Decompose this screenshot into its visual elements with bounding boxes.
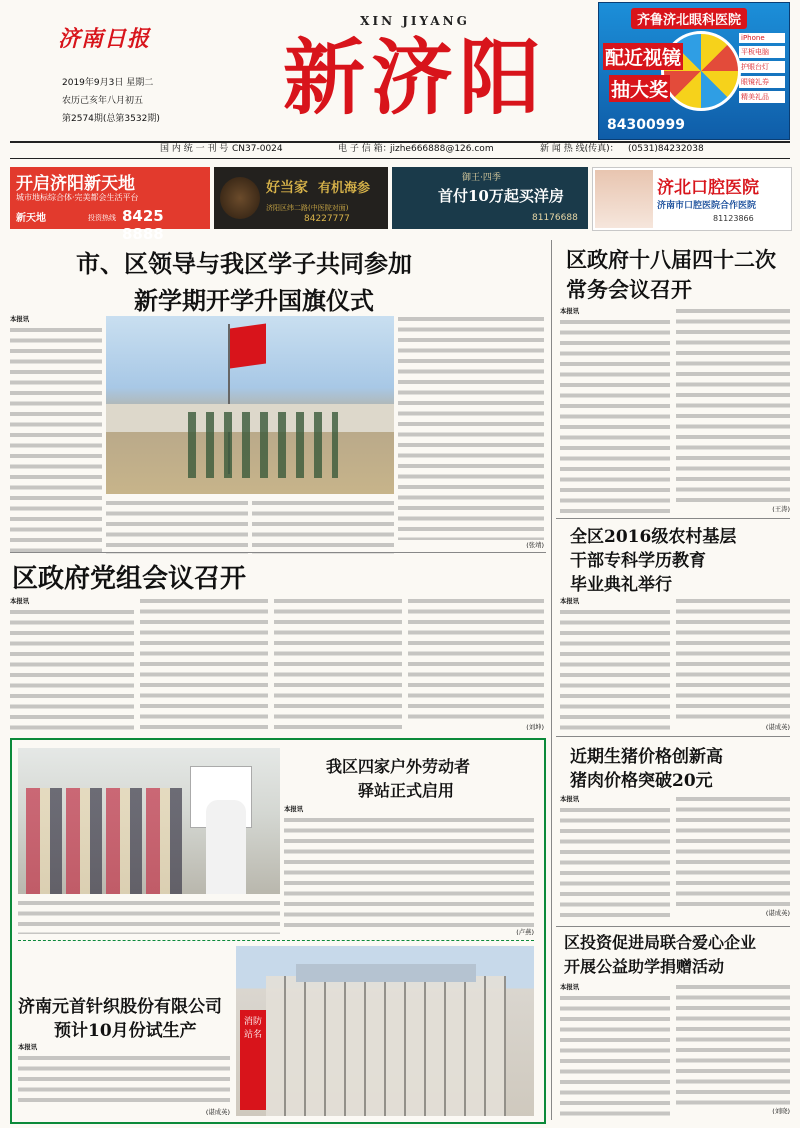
article-5-headline-1[interactable]: 我区四家户外劳动者 (326, 757, 471, 776)
article-5-photo-man (206, 800, 246, 894)
article-3-text-col-1 (10, 596, 134, 734)
article-7-photo (236, 946, 534, 1116)
ad-dental-phone: 81123866 (713, 214, 754, 223)
column-rule (551, 240, 552, 1120)
article-1-byline: 本报讯 (10, 315, 30, 323)
ad-eye-phone: 84300999 (607, 117, 685, 133)
email-value: jizhe666888@126.com (390, 144, 494, 154)
article-2-headline-1[interactable]: 区政府十八届四十二次 (566, 247, 776, 272)
ad-prize-item: 精美礼品 (739, 91, 785, 103)
article-1-headline-2[interactable]: 新学期开学升国旗仪式 (134, 286, 374, 315)
ad-seacucumber[interactable] (214, 167, 388, 229)
article-8-text-col-1 (560, 982, 670, 1118)
cn-value: CN37-0024 (232, 144, 283, 154)
article-7-photo-building (266, 976, 506, 1116)
article-3-text-col-2 (140, 596, 268, 734)
article-1-photo-flag (230, 323, 266, 368)
ad-seacucumber-image (220, 177, 260, 219)
ad-villa-tag: 御王·四季 (462, 173, 501, 183)
date-line: 2019年9月3日 星期二 (62, 78, 154, 88)
article-4-text-col-2 (676, 596, 790, 734)
lunar-line: 农历己亥年八月初五 (62, 96, 144, 106)
article-5-photo (18, 748, 280, 894)
article-3-text-col-3 (274, 596, 402, 734)
masthead-title (235, 14, 595, 132)
divider (10, 552, 546, 553)
article-5-photo-people (26, 788, 186, 894)
article-4-headline-3[interactable]: 毕业典礼举行 (570, 575, 672, 595)
article-1-text-col-1 (10, 314, 102, 554)
ad-prize-item: 眼镜礼券 (739, 76, 785, 88)
article-4-headline-2[interactable]: 干部专科学历教育 (570, 551, 706, 571)
article-6-author: (谌成英) (765, 909, 790, 917)
article-2-author: (王涛) (772, 505, 790, 513)
ad-eye-hospital-name: 齐鲁济北眼科医院 (631, 8, 747, 29)
issue-line: 第2574期(总第3532期) (62, 114, 160, 124)
ad-seacucumber-phone: 84227777 (304, 214, 350, 224)
article-3-headline[interactable]: 区政府党组会议召开 (12, 564, 247, 594)
article-6-headline-1[interactable]: 近期生猪价格创新高 (570, 747, 723, 767)
ad-xintiandi[interactable] (10, 167, 210, 243)
article-2-text-col-2 (676, 306, 790, 516)
article-6-headline-2[interactable]: 猪肉价格突破20元 (570, 771, 713, 791)
article-2-byline: 本报讯 (560, 307, 580, 315)
brand-logo: 济南日报 (58, 26, 151, 52)
article-6-text-col-1 (560, 794, 670, 920)
article-1-photo (106, 316, 394, 494)
article-7-text (18, 1042, 230, 1116)
article-8-byline: 本报讯 (560, 983, 580, 991)
ad-villa-phone: 81176688 (532, 213, 578, 223)
article-7-photo-sign-text: 消防站名 (244, 1017, 263, 1040)
ad-xintiandi-headline: 开启济阳新天地 (16, 174, 135, 194)
divider-dashed (18, 940, 534, 941)
ad-xintiandi-sub: 城市地标综合体·完美都会生活平台 (16, 193, 139, 202)
article-5-headline-2[interactable]: 驿站正式启用 (358, 781, 455, 800)
cn-label: 国 内 统 一 刊 号 (160, 144, 229, 154)
article-7-headline-1[interactable]: 济南元首针织股份有限公司 (18, 997, 222, 1017)
email-label: 电 子 信 箱： (338, 144, 392, 154)
ad-seacucumber-address: 济阳区纬二路(中医院对面) (266, 204, 349, 212)
article-4-byline: 本报讯 (560, 597, 580, 605)
ad-eye-hospital[interactable] (598, 2, 790, 140)
article-7-photo-roof (296, 964, 476, 982)
article-8-headline-1[interactable]: 区投资促进局联合爱心企业 (564, 933, 757, 952)
article-5-byline: 本报讯 (284, 805, 304, 813)
ad-prize-item: iPhone (739, 33, 785, 43)
hotline-label: 新 闻 热 线(传真)： (540, 144, 619, 154)
ad-dental-sub: 济南市口腔医院合作医院 (657, 201, 757, 211)
ad-prize-list (739, 33, 785, 106)
article-3-byline: 本报讯 (10, 597, 30, 605)
article-5-text (284, 804, 534, 936)
divider (556, 926, 790, 927)
ad-xintiandi-logo: 新天地 (16, 213, 46, 224)
article-6-text-col-2 (676, 794, 790, 920)
article-8-author: (刘晓) (772, 1107, 790, 1115)
ad-xintiandi-phone: 8425 8888 (122, 207, 164, 243)
article-1-photo-guards (188, 412, 338, 478)
ad-dental-image (595, 170, 653, 228)
ad-villa-text: 首付10万起买洋房 (438, 187, 564, 205)
article-1-text-col-2 (106, 498, 248, 554)
article-5-author: (卢燕) (516, 927, 534, 936)
divider (556, 518, 790, 519)
article-5-text-2 (18, 898, 280, 934)
article-4-text-col-1 (560, 596, 670, 734)
ad-prize-item: 平板电脑 (739, 46, 785, 58)
masthead-name: 新济阳 (282, 30, 547, 126)
article-3-author: (刘坤) (526, 723, 544, 731)
ad-dental-name: 济北口腔医院 (657, 178, 759, 198)
ad-xintiandi-hotline-label: 投资热线 (88, 214, 116, 222)
hotline-value: (0531)84232038 (628, 144, 704, 154)
ad-seacucumber-brand: 好当家 (266, 180, 308, 196)
divider (556, 736, 790, 737)
article-2-headline-2[interactable]: 常务会议召开 (566, 277, 692, 302)
masthead-pinyin: XIN JIYANG (360, 14, 470, 28)
masthead-rule-bottom (10, 158, 790, 159)
article-8-text-col-2 (676, 982, 790, 1118)
article-4-author: (谌成英) (765, 723, 790, 731)
ad-dental[interactable] (592, 167, 792, 231)
article-3-text-col-4 (408, 596, 544, 734)
article-1-headline-1[interactable]: 市、区领导与我区学子共同参加 (76, 249, 412, 278)
article-7-byline: 本报讯 (18, 1043, 38, 1051)
article-8-headline-2[interactable]: 开展公益助学捐赠活动 (564, 957, 725, 976)
ad-slogan-2: 抽大奖 (609, 75, 670, 102)
ad-slogan-1: 配近视镜 (603, 43, 683, 70)
article-6-byline: 本报讯 (560, 795, 580, 803)
article-7-author: (谌成英) (205, 1107, 230, 1116)
ad-villa[interactable] (392, 167, 588, 229)
article-4-headline-1[interactable]: 全区2016级农村基层 (570, 527, 737, 547)
ad-prize-item: 护眼台灯 (739, 61, 785, 73)
ad-seacucumber-product: 有机海参 (318, 181, 371, 196)
article-1-text-col-3 (252, 498, 394, 554)
article-7-headline-2[interactable]: 预计10月份试生产 (54, 1021, 197, 1041)
article-1-author: (张靖) (526, 541, 544, 549)
article-1-text-col-4 (398, 314, 544, 554)
article-2-text-col-1 (560, 306, 670, 516)
